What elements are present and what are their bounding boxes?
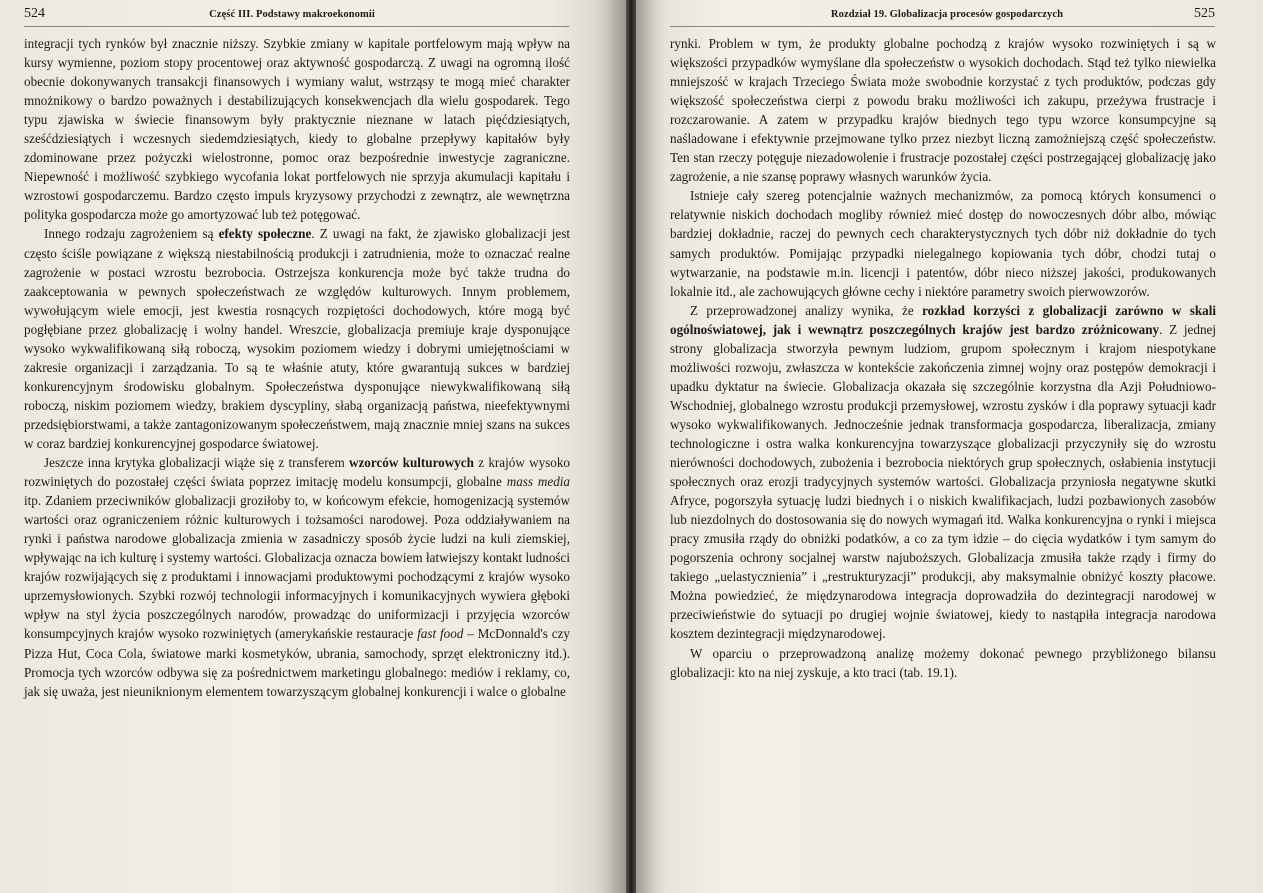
text-run: integracji tych rynków był znacznie niższy. Szybkie zmiany w kapitale portfelowym mają wpływ na kursy wymienne, poziom stopy procentowej oraz aktywność gospodarczą. Z uwagi na ogromną ilość obecnie dokonywanych transakcji finansowych i wymiany walut, wstrząsy te mogą mieć charakter mnożnikowy o bardzo poważnych i destabilizujących konsekwencjach dla wielu gospodarek. Tego typu zjawiska w świecie finansowym były praktycznie nieznane w latach pięćdziesiątych, sześćdziesiątych i wczesnych siedemdziesiątych, kiedy to globalne przepływy kapitałów były zdominowane przez pożyczki wielostronne, pomoc oraz bezpośrednie inwestycje zagraniczne. Niepewność i możliwość szybkiego wycofania lokat portfelowych nie sprzyja akumulacji kapitału i wzrostowi gospodarczemu. Bardzo często impuls kryzysowy przychodzi z zewnątrz, ale wewnętrzna polityka gospodarcza może go amortyzować lub też potęgować. (24, 36, 570, 223)
paragraph (24, 34, 570, 224)
bold-term: wzorców kulturowych (348, 455, 474, 471)
running-head-title: Część III. Podstawy makroekonomii (209, 9, 375, 20)
text-run: itp. Zdaniem przeciwników globalizacji groziłoby to, w końcowym efekcie, homogenizacją systemów wartości oraz ograniczeniem różnic kulturowych i tożsamości narodowej. Poza oddziaływaniem na rynki i państwa narodowe globalizacja zmienia w zasadniczy sposób życie ludzi na kuli ziemskiej, wpływając na ich kulturę i systemy wartości. Globalizacja oznacza bowiem łatwiejszy kontakt ludności krajów rozwijających się z produktami i innowacjami produktowymi pochodzącymi z krajów wysoko uprzemysłowionych. Szybki rozwój technologii informacyjnych i komunikacyjnych wywiera głęboki wpływ na styl życia poszczególnych narodów, prowadząc do uniformizacji i przyjęcia wzorców konsumpcyjnych krajów wysoko rozwiniętych (amerykańskie restauracje (24, 493, 570, 642)
paragraph (670, 186, 1216, 300)
paragraph (24, 453, 570, 701)
italic-term: fast food (417, 626, 464, 642)
bold-term: rozkład korzyści z globalizacji zarówno w skali ogólnoświatowej, jak i wewnątrz poszczególnych krajów jest bardzo zróżnicowany (670, 302, 1216, 337)
paragraph (670, 34, 1216, 186)
book-gutter (626, 0, 636, 893)
text-run: W oparciu o przeprowadzoną analizę możemy dokonać pewnego przybliżonego bilansu globalizacji: kto na niej zyskuje, a kto traci (tab. 19.1). (670, 645, 1216, 680)
paragraph (670, 301, 1216, 644)
text-run: . Z uwagi na fakt, że zjawisko globalizacji jest często ściśle powiązane z większą niestabilnością produkcji i zatrudnienia, może to oznaczać realne zagrożenie w postaci wzrostu bezrobocia. Ostrzejsza konkurencja może być także trudna do zaakceptowania w pewnych społeczeństwach ze względów kulturowych. Innym problemem, wywołującym wiele emocji, jest kwestia rosnących rozpiętości dochodowych, które mogą być pogłębiane przez globalizację i wolny handel. Wreszcie, globalizacja premiuje kraje dysponujące wysoko wykwalifikowaną siłą roboczą, wysokim poziomem wiedzy i dobrymi umiejętnościami w zakresie organizacji i zarządzania. To są te właśnie atuty, które gwarantują sukces w bardziej konkurencyjnym środowisku globalnym. Społeczeństwa dysponujące niewykwalifikowaną siłą roboczą, niskim poziomem wiedzy, brakiem dyscypliny, słabą organizacją państwa, nieefektywnymi przedsiębiorstwami, a także zantagonizowanym społeczeństwem, mają znacznie mniej szans na sukces w coraz bardziej konkurencyjnej gospodarce światowej. (24, 226, 570, 451)
paragraph (670, 644, 1216, 682)
bold-term: efekty społeczne (218, 226, 312, 242)
left-page (0, 0, 626, 893)
text-run: Jeszcze inna krytyka globalizacji wiąże się z transferem (44, 455, 349, 471)
right-page-text (670, 34, 1216, 682)
text-run: – McDonnald's czy Pizza Hut, Coca Cola, światowe marki kosmetyków, ubrania, samochody, sprzęt elektroniczny itd.). Promocja tych wzorców odbywa się za pośrednictwem marketingu globalnego: mediów i reklamy, co, jak się uważa, jest nieuniknionym elementem towarzyszącym globalnej konkurencji i walce o globalne (24, 626, 571, 699)
right-running-head (670, 6, 1215, 27)
left-page-text (24, 34, 570, 701)
text-run: Istnieje cały szereg potencjalnie ważnych mechanizmów, za pomocą których konsumenci o relatywnie niskich dochodach mogliby również mieć dostęp do nowoczesnych dóbr albo, mówiąc bardziej dokładnie, raczej do pewnych cech charakterystycznych tych dóbr niż dokładnie do tych samych produktów. Pomijając przypadki nielegalnego kopiowania tych dóbr, chodzi tutaj o wytwarzanie, na podstawie m.in. licencji i patentów, dóbr nieco niższej jakości, produkowanych lokalnie itd., ale zachowujących główne cechy i niektóre parametry swoich pierwowzorów. (670, 188, 1216, 299)
right-page (636, 0, 1263, 893)
italic-term: mass media (506, 474, 570, 490)
page-number: 525 (1194, 6, 1215, 21)
text-run: rynki. Problem w tym, że produkty globalne pochodzą z krajów wysoko rozwiniętych i są w większości przypadków wymyślane dla społeczeństw o wysokich dochodach. Stąd też tylko niewielka mniejszość w krajach Trzeciego Świata może swobodnie korzystać z tych produktów, podczas gdy większość społeczeństwa cierpi z powodu braku możliwości ich zakupu, przeżywa frustracje i rozczarowanie. A zatem w przypadku krajów biednych tego typu wzorce konsumpcyjne są naśladowane i efektywnie przejmowane tylko przez niezbyt liczną zamożniejszą część społeczeństw. Ten stan rzeczy potęguje niezadowolenie i frustracje pozostałej części postrzegającej globalizację jako zagrożenie, a nie szansę poprawy własnych warunków życia. (670, 36, 1216, 185)
text-run: Z przeprowadzonej analizy wynika, że (690, 302, 923, 318)
text-run: . Z jednej strony globalizacja stworzyła pewnym ludziom, grupom społecznym i krajom niespotykane możliwości rozwoju, zwłaszcza w kontekście zakończenia zimnej wojny oraz postępów demokracji i upadku dyktatur na świecie. Globalizacja okazała się szczególnie korzystna dla Azji Południowo-Wschodniej, globalnego wzrostu produkcji przemysłowej, wzrostu zysków i dla poprawy sytuacji kadr wysoko wykwalifikowanych. Jednocześnie jednak transformacja gospodarcza, liberalizacja, zmiany technologiczne i ostra walka konkurencyjna towarzyszące globalizacji przyczyniły się do wzrostu nierówności dochodowych, zubożenia i bezrobocia niektórych grup społecznych, osłabienia instytucji społecznych oraz erozji tradycyjnych systemów wartości. Globalizacja przyniosła negatywne skutki Afryce, pogorszyła sytuację ludzi biednych i o niskich kwalifikacjach, ludzi pozbawionych zasobów lub niezdolnych do dostosowania się do nowych wymagań itd. Walka konkurencyjna o rynki i miejsca pracy zmusiła rządy do obniżki podatków, a co za tym idzie – do cięcia wydatków i tym samym do pogorszenia ochrony socjalnej warstw najuboższych. Globalizacja zmusiła także rządy i firmy do takiego „uelastycznienia” i „restrukturyzacji” produkcji, aby maksymalnie obniżyć koszty płacowe. Można powiedzieć, że międzynarodowa integracja doprowadziła do dezintegracji narodowej w przeciwieństwie do sytuacji po drugiej wojnie światowej, kiedy to nastąpiła integracja narodowa kosztem dezintegracji międzynarodowej. (670, 321, 1216, 642)
paragraph (24, 224, 570, 453)
page-number: 524 (24, 6, 45, 21)
text-run: z krajów wysoko rozwiniętych do pozostałej części świata poprzez imitację modelu konsumpcji, globalne (24, 455, 571, 490)
text-run: Innego rodzaju zagrożeniem są (44, 226, 219, 242)
running-head-title: Rozdział 19. Globalizacja procesów gospodarczych (830, 9, 1064, 20)
left-running-head (24, 6, 569, 27)
